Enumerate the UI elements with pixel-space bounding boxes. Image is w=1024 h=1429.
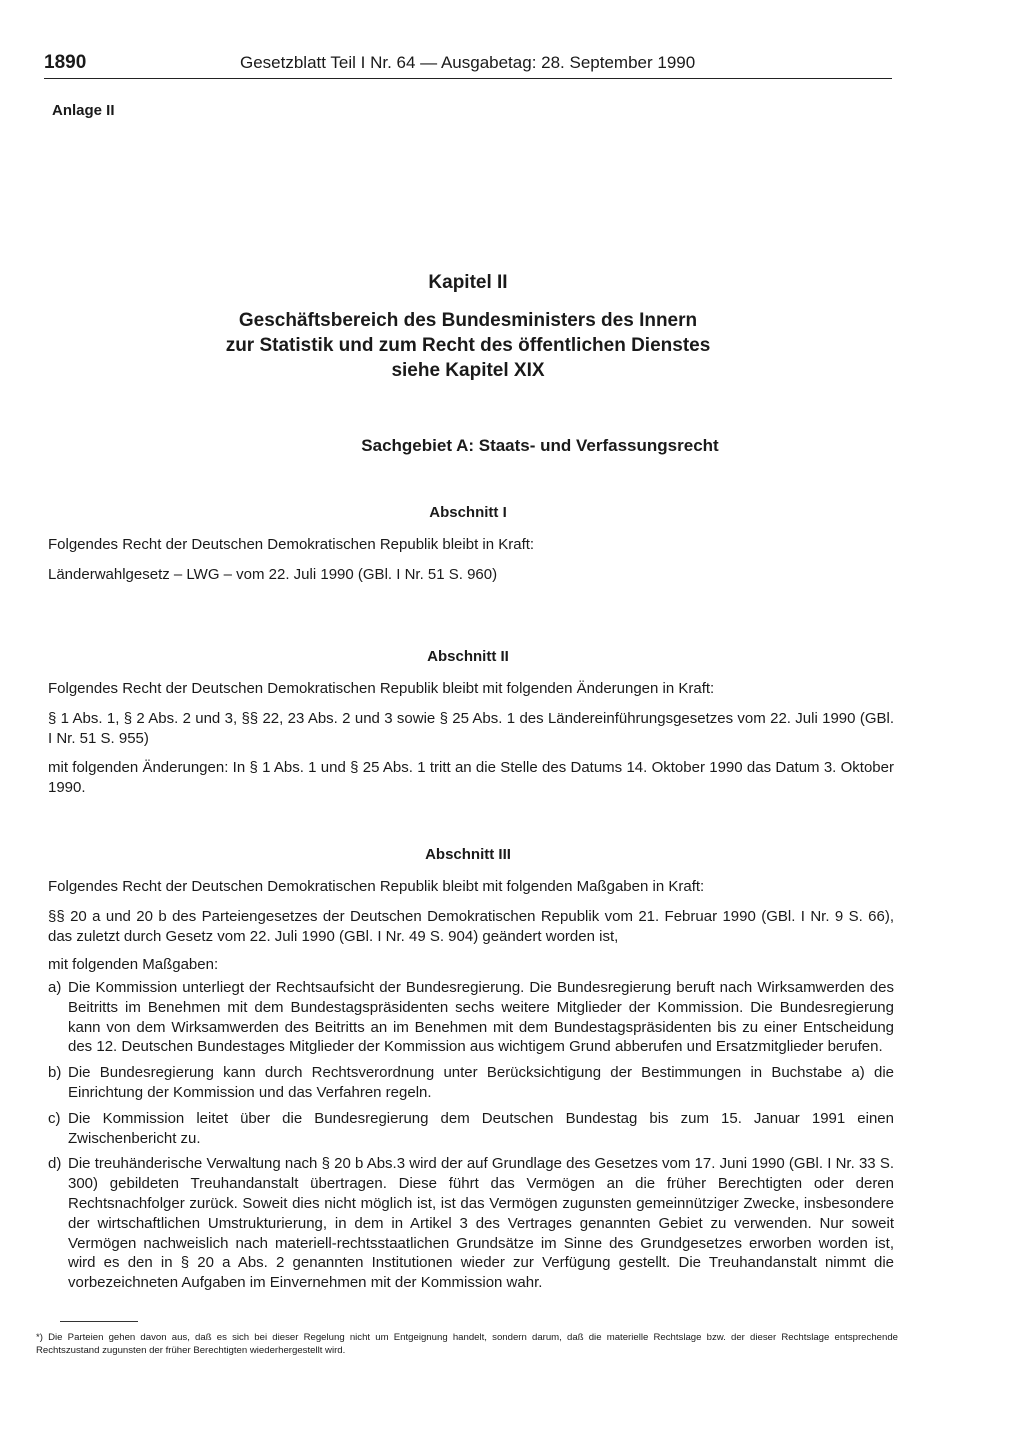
section-3-heading: Abschnitt III: [425, 846, 511, 863]
chapter-title-line: siehe Kapitel XIX: [391, 360, 545, 381]
page-header: [44, 52, 892, 79]
section-2-intro: Folgendes Recht der Deutschen Demokratischen Republik bleibt mit folgenden Änderungen in Kraft:: [48, 680, 715, 697]
section-1-heading: Abschnitt I: [429, 504, 507, 521]
proviso-item: [48, 1063, 894, 1103]
section-2-item: § 1 Abs. 1, § 2 Abs. 2 und 3, §§ 22, 23 Abs. 2 und 3 sowie § 25 Abs. 1 des Ländereinführungsgesetzes vom 22. Juli 1990 (GBl. I Nr. 51 S. 955): [48, 710, 894, 747]
section-1-item: Länderwahlgesetz – LWG – vom 22. Juli 1990 (GBl. I Nr. 51 S. 960): [48, 566, 498, 583]
chapter-title: [44, 308, 892, 383]
proviso-item: [48, 1109, 894, 1149]
chapter-title-line: zur Statistik und zum Recht des öffentlichen Dienstes: [225, 335, 711, 356]
proviso-item: [48, 978, 894, 1057]
subject-area-heading: Sachgebiet A: Staats- und Verfassungsrecht: [361, 436, 719, 455]
section-3-item: §§ 20 a und 20 b des Parteiengesetzes der Deutschen Demokratischen Republik vom 21. Februar 1990 (GBl. I Nr. 9 S. 66), das zuletzt durch Gesetz vom 22. Juli 1990 (GBl. I Nr. 49 S. 904) geändert worden ist,: [48, 908, 894, 945]
page-number: 1890: [44, 52, 87, 73]
running-title: Gesetzblatt Teil I Nr. 64 — Ausgabetag: 28. September 1990: [240, 53, 696, 72]
section-3-lead: mit folgenden Maßgaben:: [48, 956, 219, 973]
proviso-marker: a): [48, 979, 62, 996]
chapter-heading: Kapitel II: [428, 272, 508, 293]
proviso-marker: b): [48, 1064, 62, 1082]
footnote-rule: [60, 1321, 138, 1322]
proviso-text: Die treuhänderische Verwaltung nach § 20 b Abs.3 wird der auf Grundlage des Gesetzes vom 17. Juni 1990 (GBl. I Nr. 33 S. 300) gebildeten Treuhandanstalt übertragen. Diese führt das Vermögen an die früher Berechtigten oder deren Rechtsnachfolger zurück. Soweit dies nicht möglich ist, ist das Vermögen zugunsten gemeinnütziger Zwecke, insbesondere der wirtschaftlichen Umstrukturierung, in dem in Artikel 3 des Vertrages genannten Gebiet zu verwenden. Nur soweit Vermögen nachweislich nach materiell-rechtsstaatlichen Grundsätze im Sinne des Grundgesetzes erworben worden ist, wird es den in § 20 a Abs. 2 genannten Institutionen wieder zur Verfügung gestellt. Die Treuhandanstalt nimmt die vorbezeichneten Aufgaben im Einvernehmen mit der Kommission wahr.: [68, 1155, 894, 1292]
proviso-text: Die Kommission leitet über die Bundesregierung dem Deutschen Bundestag bis zum 15. Januar 1991 einen Zwischenbericht zu.: [68, 1109, 894, 1147]
proviso-text: Die Bundesregierung kann durch Rechtsverordnung unter Berücksichtigung der Bestimmungen in Buchstabe a) die Einrichtung der Kommission und das Verfahren regeln.: [68, 1064, 894, 1101]
proviso-marker: c): [48, 1109, 61, 1127]
annex-label: Anlage II: [52, 102, 115, 119]
chapter-title-line: Geschäftsbereich des Bundesministers des Innern: [238, 310, 698, 331]
section-2-changes: mit folgenden Änderungen: In § 1 Abs. 1 und § 25 Abs. 1 tritt an die Stelle des Datums 14. Oktober 1990 das Datum 3. Oktober 1990.: [48, 759, 894, 796]
proviso-item: [48, 1154, 894, 1293]
proviso-list: [48, 978, 894, 1299]
footnote: *) Die Parteien gehen davon aus, daß es sich bei dieser Regelung nicht um Entgeignung handelt, sondern darum, daß die materielle Rechtslage bzw. der dieser Rechtslage entsprechende Rechtszustand zugunsten der früher Berechtigten wiederhergestellt wird.: [36, 1332, 898, 1356]
section-3-intro: Folgendes Recht der Deutschen Demokratischen Republik bleibt mit folgenden Maßgaben in Kraft:: [48, 878, 705, 895]
section-1-intro: Folgendes Recht der Deutschen Demokratischen Republik bleibt in Kraft:: [48, 536, 535, 553]
proviso-text: Die Kommission unterliegt der Rechtsaufsicht der Bundesregierung. Die Bundesregierung beruft nach Wirksamwerden des Beitritts im Benehmen mit dem Bundestagspräsidenten sechs weitere Mitglieder der Kommission. Die Bundesregierung kann von dem Wirksamwerden des Beitritts an im Benehmen mit dem Bundestagspräsidenten bis zu einer Entscheidung des 12. Deutschen Bundestages Mitglieder der Kommission aus wichtigem Grund abberufen und Ersatzmitglieder berufen.: [68, 979, 894, 1056]
section-2-heading: Abschnitt II: [427, 648, 509, 665]
proviso-marker: d): [48, 1155, 62, 1173]
